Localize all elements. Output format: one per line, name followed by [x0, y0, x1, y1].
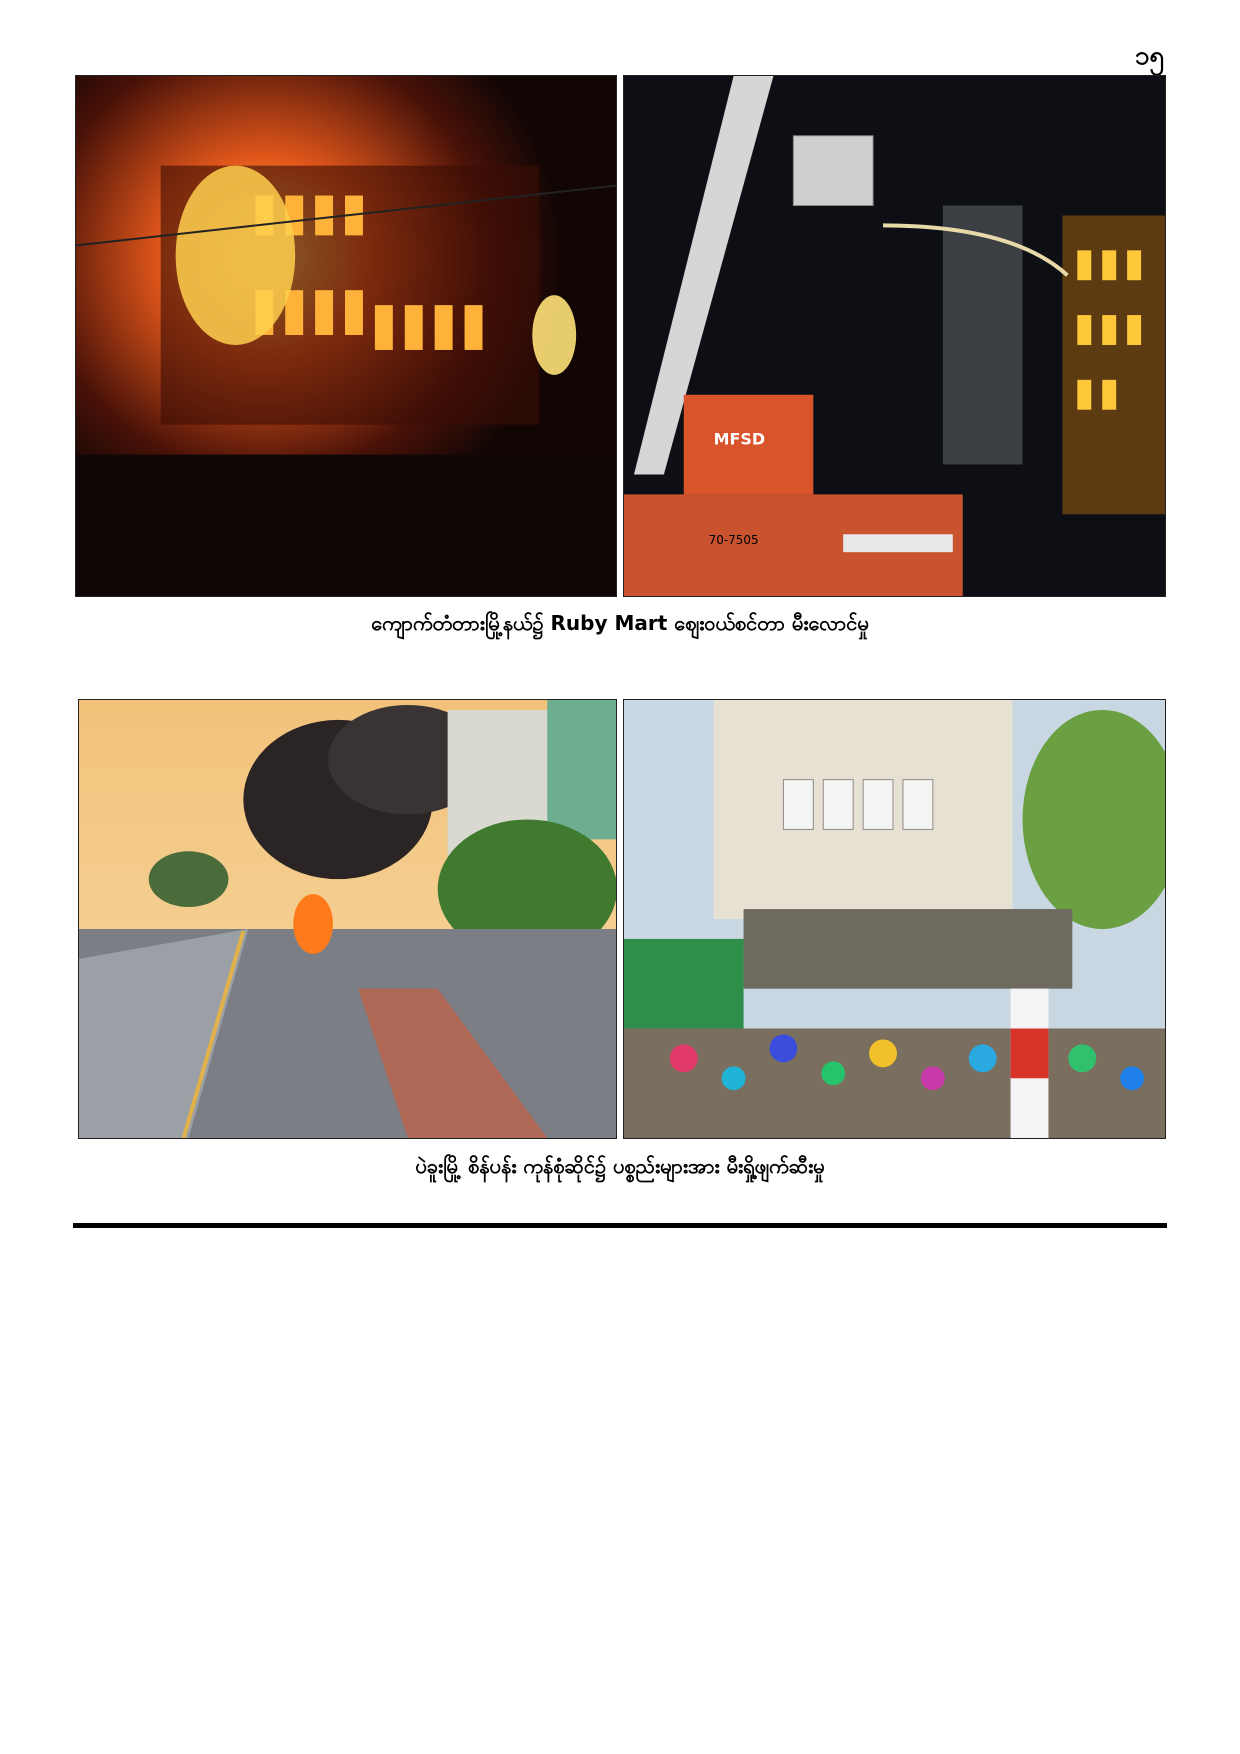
figure-1-caption: ကျောက်တံတားမြို့နယ်၌ Ruby Mart ဈေးဝယ်စင်တာ မီးလောင်မှု — [371, 611, 869, 635]
ladder-truck-photo — [623, 75, 1166, 597]
figure-2-caption: ပဲခူးမြို့ စိန်ပန်း ကုန်စုံဆိုင်၌ ပစ္စည်းများအား မီးရှို့ဖျက်ဆီးမှု — [415, 1154, 825, 1178]
shop-damage-photo — [623, 699, 1166, 1139]
fire-building-photo — [75, 75, 617, 597]
horizontal-rule — [73, 1223, 1167, 1228]
street-fire-photo — [78, 699, 617, 1139]
page-number: ၁၅ — [1134, 41, 1164, 71]
truck-marking: MFSD — [713, 429, 766, 449]
truck-plate: 70-7505 — [708, 533, 759, 548]
